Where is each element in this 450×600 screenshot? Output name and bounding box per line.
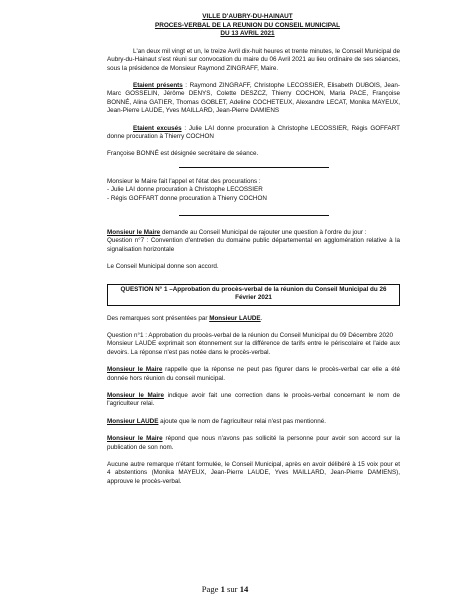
separator-line [179,215,329,216]
presents-paragraph [107,82,400,116]
mayor-reply-paragraph: Monsieur le Maire rappelle que la réponse ne peut pas figurer dans le procès-verbal car elle a été donnée hors réunion du conseil municipal. [107,366,400,382]
laude-remark-paragraph: Monsieur LAUDE ajoute que le nom de l'agriculteur relai n'est pas mentionné. [107,417,327,425]
current-page-number: 1 [220,584,225,594]
intro-paragraph: L'an deux mil vingt et un, le treize Avril dix-huit heures et trente minutes, le Conseil Municipal de Aubry-du-Hainaut s'est réuni sur convocation du maire du 06 Avril 2021 au lieu ordinaire de ses séances, sous la présidence de Monsieur Raymond ZINGRAFF, Maire. [107,47,400,72]
question-1-detail: Question n°1 : Approbation du procès-verbal de la réunion du Conseil Municipal du 09 Décembre 2020 [107,331,394,339]
separator-line [179,167,329,168]
presents-list: : Raymond ZINGRAFF, Christophe LECOSSIER, Elisabeth DUBOIS, Jean-Marc GOSSELIN, Jérôme DENYS, Colette DESZCZ, Thierry COCHON, Maria PACE, Françoise BONNÉ, Alina GATIER, Thomas GOBLET, Adeline COCHETEUX, Alexandre LECAT, Monika MAYEUX, Jean-Pierre LAUDE, Yves MAILLARD, Jean-Pierre DAMIENS [107,82,400,115]
mayor-correction-paragraph: Monsieur le Maire indique avoir fait une correction dans le procès-verbal concernant le nom de l'agriculteur relai. [107,391,400,408]
speaker-name: Monsieur le Maire [107,391,164,399]
document-header [107,13,400,39]
mayor-answer-paragraph: Monsieur le Maire répond que nous n'avons pas sollicité la personne pour avoir son accord sur la publication de son nom. [107,435,400,451]
speaker-name: Monsieur le Maire [107,229,161,237]
agreement-paragraph: Le Conseil Municipal donne son accord. [107,263,219,271]
header-date: DU 13 AVRIL 2021 [220,30,275,38]
excuses-label: Etaient excusés [133,124,182,132]
vote-conclusion-paragraph: Aucune autre remarque n'étant formulée, le Conseil Municipal, après en avoir délibéré à 15 voix pour et 4 abstentions (Monika MAYEUX, Jean-Pierre LAUDE, Yves MAILLARD, Jean-Pierre DAMIENS), approuve le procès-verbal. [107,460,400,485]
roll-call-item: - Julie LAI donne procuration à Christophe LECOSSIER [107,186,263,194]
request-paragraph: Monsieur le Maire demande au Conseil Municipal de rajouter une question à l'ordre du jour : [107,229,367,237]
roll-call-intro: Monsieur le Maire fait l'appel et l'état des procurations : [107,177,261,185]
remarks-paragraph: Des remarques sont présentées par Monsieur LAUDE. [107,314,263,322]
question-1-title: QUESTION N° 1 –Approbation du procès-verbal de la réunion du Conseil Municipal du 26 Février 2021 [107,284,400,306]
excuses-list: : Julie LAI donne procuration à Christophe LECOSSIER, Régis GOFFART donne procuration à Thierry COCHON [107,124,400,141]
header-title: PROCES-VERBAL DE LA REUNION DU CONSEIL MUNICIPAL [154,21,341,29]
question-1-remark: Monsieur LAUDE exprimait son étonnement sur la différence de tarifs entre le périscolaire et l'aide aux devoirs. La réponse n'est pas notée dans le procès-verbal. [107,340,400,356]
header-town: VILLE D'AUBRY-DU-HAINAUT [202,13,293,20]
speaker-name: Monsieur le Maire [107,435,163,443]
added-question: Question n°7 : Convention d'entretien du domaine public départemental en agglomération relative à la signalisation horizontale [107,237,400,253]
speaker-name: Monsieur le Maire [107,366,163,374]
roll-call-item: - Régis GOFFART donne procuration à Thierry COCHON [107,194,267,202]
secretary-paragraph: Françoise BONNÉ est désignée secrétaire de séance. [107,150,259,158]
speaker-name: Monsieur LAUDE [107,417,159,425]
total-pages-number: 14 [239,584,249,594]
page-footer: Page 1 sur 14 [201,584,249,594]
presents-label: Etaient présents [133,82,183,89]
speaker-name: Monsieur LAUDE [209,314,261,322]
excuses-paragraph [107,125,400,142]
